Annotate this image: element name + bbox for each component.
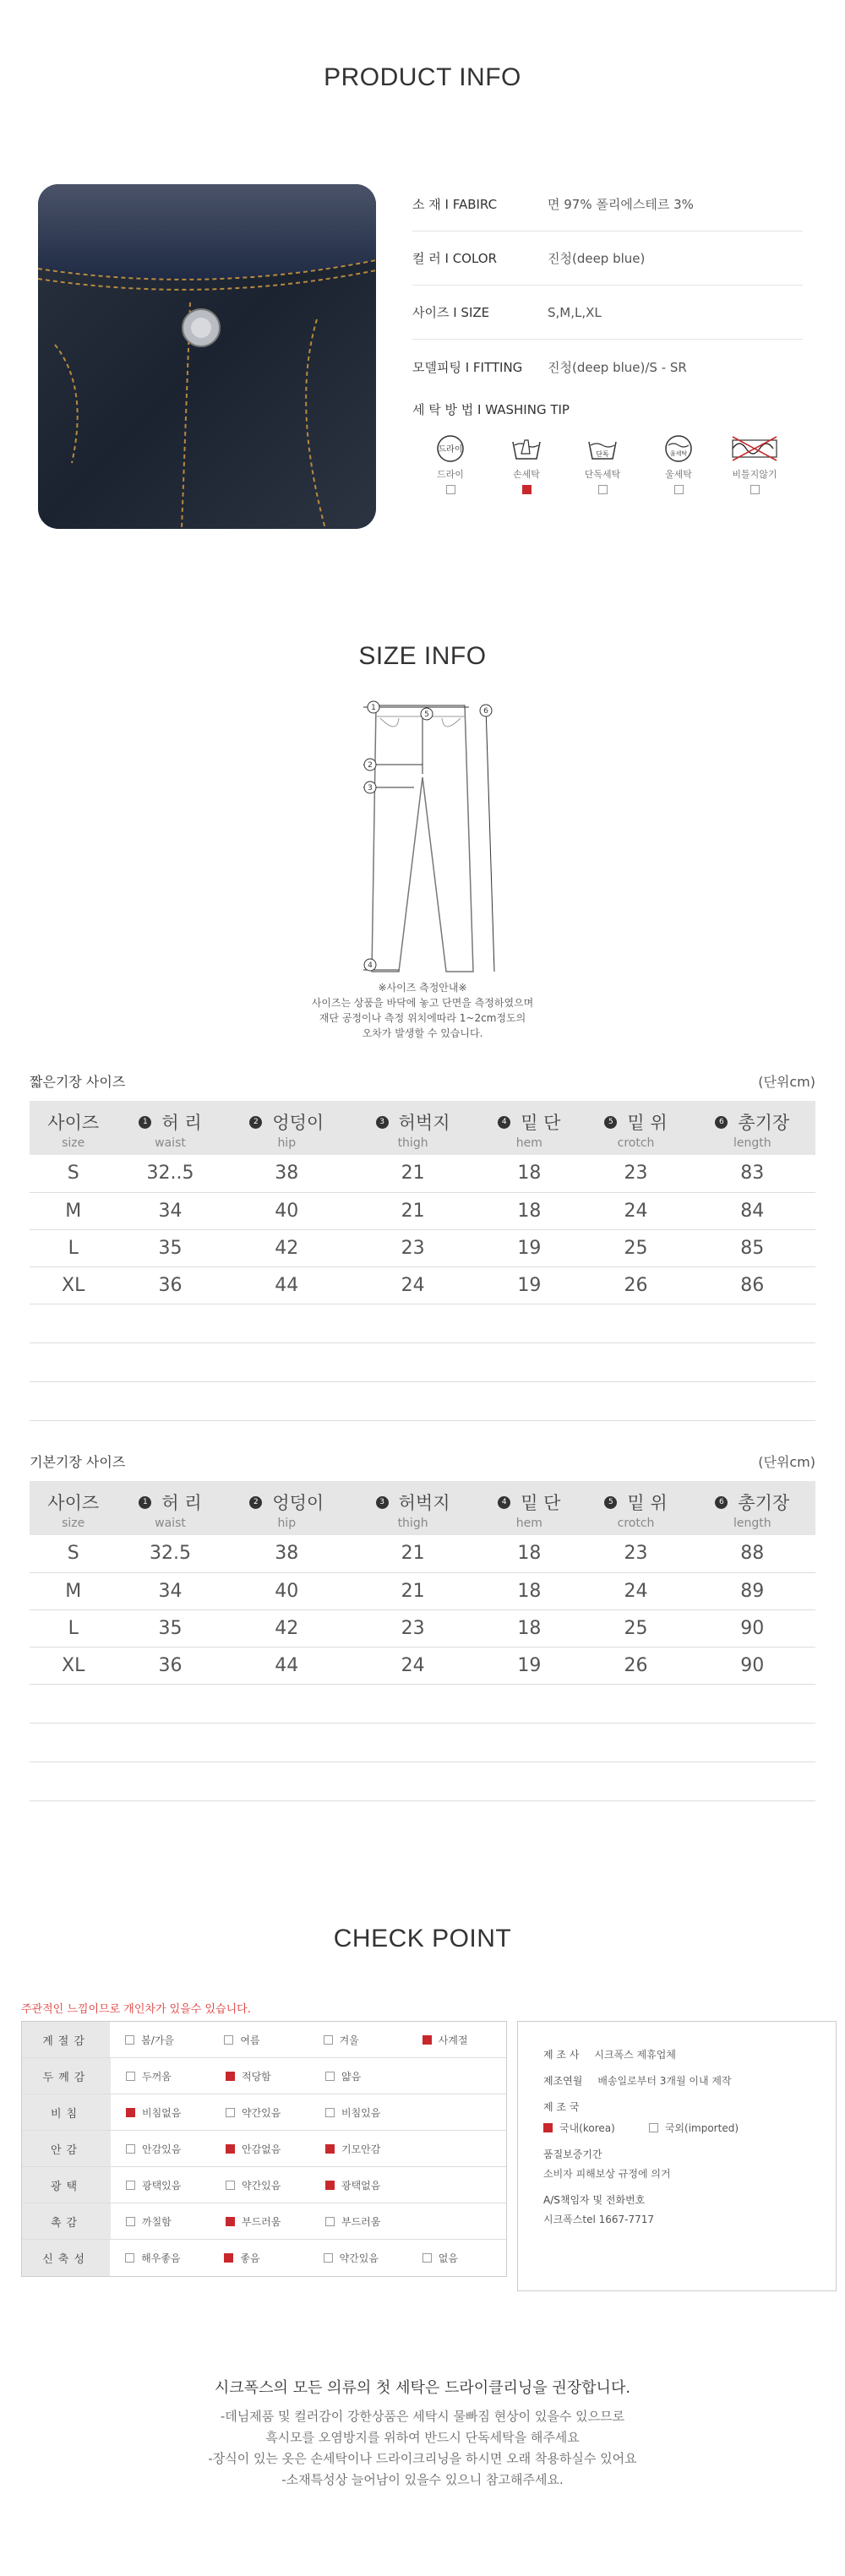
wool-wash-label: 울세탁 xyxy=(665,469,692,480)
table-cell: 18 xyxy=(476,1609,582,1647)
check-option xyxy=(210,2214,310,2229)
check-option-label: 안감없음 xyxy=(242,2143,281,2155)
table-cell: 18 xyxy=(476,1192,582,1229)
check-row xyxy=(22,2131,506,2167)
table-cell: 85 xyxy=(690,1229,815,1266)
table-cell: 21 xyxy=(350,1535,476,1572)
header-ko: 엉덩이 xyxy=(272,1493,324,1513)
check-row-header: 촉감 xyxy=(22,2203,111,2239)
check-option xyxy=(310,2069,410,2083)
dry-clean-icon xyxy=(433,433,467,464)
checkbox xyxy=(325,2108,335,2117)
header-ko: 엉덩이 xyxy=(272,1113,324,1133)
checkbox xyxy=(226,2181,235,2190)
care-line: -장식이 있는 옷은 손세탁이나 드라이크리닝을 하시면 오래 착용하실수 있어요 xyxy=(208,2451,637,2466)
check-option-label: 비침있음 xyxy=(341,2106,381,2119)
header-en: size xyxy=(62,1136,85,1150)
hand-wash-icon xyxy=(510,433,543,464)
header-ko: 밑 위 xyxy=(627,1113,668,1133)
table-cell: 36 xyxy=(117,1647,223,1684)
basic-size-table xyxy=(30,1451,815,1801)
separate-wash-icon xyxy=(586,433,619,464)
check-option-label: 기모안감 xyxy=(341,2143,381,2155)
empty-row xyxy=(30,1762,815,1800)
fabric-value: 면 97% 폴리에스테르 3% xyxy=(548,197,694,212)
check-option xyxy=(407,2033,506,2047)
measure-number-icon: 5 xyxy=(604,1496,617,1509)
measure-number-icon: 3 xyxy=(376,1116,389,1129)
checkbox xyxy=(324,2253,333,2263)
size-row xyxy=(412,286,803,340)
header-ko: 총기장 xyxy=(738,1113,790,1133)
header-ko: 밑 단 xyxy=(521,1493,561,1513)
checkbox xyxy=(126,2072,135,2081)
short-table-title: 짧은기장 사이즈 xyxy=(30,1074,126,1090)
care-notice-title: 시크폭스의 모든 의류의 첫 세탁은 드라이클리닝을 권장합니다. xyxy=(214,2379,631,2397)
note-line: 오차가 발생할 수 있습니다. xyxy=(362,1027,483,1039)
empty-row xyxy=(30,1684,815,1723)
empty-cell xyxy=(30,1723,815,1762)
table-cell: 23 xyxy=(350,1609,476,1647)
table-cell: 18 xyxy=(476,1572,582,1609)
checkbox xyxy=(325,2144,335,2154)
svg-text:울세탁: 울세탁 xyxy=(669,450,688,457)
checkbox xyxy=(224,2253,233,2263)
empty-cell xyxy=(30,1342,815,1381)
check-option xyxy=(407,2251,506,2265)
header-ko: 밑 위 xyxy=(627,1493,668,1513)
check-row-header: 비침 xyxy=(22,2094,111,2130)
country-options xyxy=(543,2121,810,2135)
table-row xyxy=(30,1609,815,1647)
subjective-warning: 주관적인 느낌이므로 개인차가 있을수 있습니다. xyxy=(21,2003,251,2016)
check-option-label: 약간있음 xyxy=(339,2252,379,2264)
table-row xyxy=(30,1535,815,1572)
check-option xyxy=(308,2033,407,2047)
care-line: 흑시모를 오염방지를 위하여 반드시 단독세탁을 해주세요 xyxy=(265,2430,580,2445)
check-option-label: 사계절 xyxy=(438,2034,468,2046)
column-header xyxy=(476,1101,582,1155)
measure-number-icon: 5 xyxy=(604,1116,617,1129)
check-option xyxy=(110,2251,209,2265)
table-cell: 25 xyxy=(582,1229,689,1266)
table-cell: 32.5 xyxy=(117,1535,223,1572)
table-cell: L xyxy=(30,1229,117,1266)
checkbox xyxy=(325,2181,335,2190)
svg-text:2: 2 xyxy=(368,761,373,770)
product-photo xyxy=(38,184,376,529)
table-cell: 25 xyxy=(582,1609,689,1647)
table-cell: 84 xyxy=(690,1192,815,1229)
check-option-label: 부드러움 xyxy=(242,2215,281,2228)
check-option xyxy=(210,2142,310,2156)
pants-diagram xyxy=(346,693,499,980)
header-ko: 허벅지 xyxy=(398,1493,450,1513)
fabric-row xyxy=(412,177,803,231)
hand-wash xyxy=(488,433,564,498)
check-option xyxy=(209,2033,308,2047)
table-cell: 44 xyxy=(224,1647,350,1684)
check-option-label: 좋음 xyxy=(240,2252,260,2264)
svg-text:1: 1 xyxy=(371,704,376,712)
unit-label: (단위cm) xyxy=(758,1074,815,1090)
table-cell: M xyxy=(30,1192,117,1229)
table-cell: 90 xyxy=(690,1609,815,1647)
checkbox xyxy=(224,2035,233,2045)
column-header xyxy=(350,1481,476,1535)
measure-number-icon: 6 xyxy=(715,1116,728,1129)
checkbox xyxy=(126,2144,135,2154)
column-header xyxy=(30,1481,117,1535)
checkbox xyxy=(126,2181,135,2190)
measure-number-icon: 4 xyxy=(498,1496,510,1509)
imported-checkbox xyxy=(649,2123,658,2132)
checkbox xyxy=(324,2035,333,2045)
table-cell: 18 xyxy=(476,1155,582,1192)
fitting-value: 진청(deep blue)/S - SR xyxy=(548,359,687,375)
check-option-label: 적당함 xyxy=(242,2070,271,2083)
table-row xyxy=(30,1647,815,1684)
washing-label: 세 탁 방 법 I WASHING TIP xyxy=(412,402,570,417)
table-cell: 23 xyxy=(582,1535,689,1572)
table-row xyxy=(30,1192,815,1229)
header-en: thigh xyxy=(397,1517,428,1530)
no-wring-checkbox xyxy=(750,485,760,494)
checkbox xyxy=(226,2217,235,2226)
checkbox xyxy=(226,2108,235,2117)
table-cell: 86 xyxy=(690,1266,815,1304)
table-cell: 19 xyxy=(476,1229,582,1266)
hand-wash-checkbox xyxy=(522,485,532,494)
country-imported: 국외(imported) xyxy=(664,2122,739,2134)
table-cell: XL xyxy=(30,1266,117,1304)
table-row xyxy=(30,1266,815,1304)
washing-tip xyxy=(412,400,803,498)
checkbox xyxy=(422,2035,432,2045)
quality-value: 소비자 피해보상 규정에 의거 xyxy=(543,2168,671,2180)
header-en: size xyxy=(62,1517,85,1530)
header-en: length xyxy=(733,1517,771,1530)
fitting-label: 모델피팅 I FITTING xyxy=(412,359,523,375)
table-cell: 36 xyxy=(117,1266,223,1304)
header-en: hip xyxy=(277,1517,297,1530)
wool-wash xyxy=(641,433,717,498)
as-value: 시크폭스tel 1667-7717 xyxy=(543,2214,655,2225)
separate-wash-label: 단독세탁 xyxy=(584,469,621,480)
table-cell: 35 xyxy=(117,1229,223,1266)
check-option xyxy=(310,2214,410,2229)
check-row xyxy=(22,2094,506,2131)
maker-value: 시크폭스 제휴업체 xyxy=(594,2049,676,2061)
table-cell: 21 xyxy=(350,1192,476,1229)
checkbox xyxy=(125,2253,134,2263)
care-line: -데님제품 및 컬러감이 강한상품은 세탁시 물빠짐 현상이 있을수 있으므로 xyxy=(220,2409,625,2424)
check-option xyxy=(210,2069,310,2083)
empty-row xyxy=(30,1304,815,1342)
svg-text:6: 6 xyxy=(483,707,488,716)
svg-text:드라이: 드라이 xyxy=(438,445,463,455)
empty-cell xyxy=(30,1304,815,1342)
table-cell: S xyxy=(30,1535,117,1572)
check-option-label: 얇음 xyxy=(341,2070,362,2083)
table-cell: 23 xyxy=(350,1229,476,1266)
header-ko: 총기장 xyxy=(738,1493,790,1513)
fabric-label: 소 재 I FABIRC xyxy=(412,197,498,212)
check-row-header: 신축성 xyxy=(22,2240,110,2276)
measure-number-icon: 2 xyxy=(249,1116,262,1129)
measure-number-icon: 4 xyxy=(498,1116,510,1129)
column-header xyxy=(30,1101,117,1155)
check-option-label: 비침없음 xyxy=(142,2106,182,2119)
wool-wash-icon xyxy=(662,433,695,464)
no-wring-icon xyxy=(729,433,780,464)
table-cell: 44 xyxy=(224,1266,350,1304)
table-cell: 88 xyxy=(690,1535,815,1572)
header-en: waist xyxy=(155,1517,186,1530)
table-cell: 26 xyxy=(582,1266,689,1304)
no-wring xyxy=(717,433,793,498)
table-cell: 90 xyxy=(690,1647,815,1684)
column-header xyxy=(117,1481,223,1535)
maker-row xyxy=(543,2047,810,2061)
empty-row xyxy=(30,1342,815,1381)
checkbox xyxy=(325,2217,335,2226)
check-point-title: CHECK POINT xyxy=(333,1925,512,1952)
check-row-header: 광택 xyxy=(22,2167,111,2203)
check-option xyxy=(111,2142,210,2156)
color-value: 진청(deep blue) xyxy=(548,251,646,266)
empty-row xyxy=(30,1381,815,1420)
fitting-row xyxy=(412,340,803,394)
table-cell: XL xyxy=(30,1647,117,1684)
empty-cell xyxy=(30,1762,815,1800)
unit-label: (단위cm) xyxy=(758,1454,815,1470)
table-cell: 21 xyxy=(350,1572,476,1609)
check-option xyxy=(310,2142,410,2156)
check-option-label: 두꺼움 xyxy=(142,2070,172,2083)
check-option xyxy=(308,2251,407,2265)
header-ko: 허벅지 xyxy=(398,1113,450,1133)
check-row xyxy=(22,2167,506,2203)
check-option-label: 까칠함 xyxy=(142,2215,172,2228)
table-cell: 38 xyxy=(224,1535,350,1572)
check-row xyxy=(22,2058,506,2094)
checkbox xyxy=(126,2217,135,2226)
table-cell: 24 xyxy=(350,1647,476,1684)
wool-wash-checkbox xyxy=(674,485,684,494)
table-cell: 19 xyxy=(476,1266,582,1304)
date-value: 배송일로부터 3개월 이내 제작 xyxy=(597,2075,732,2087)
header-en: thigh xyxy=(397,1136,428,1150)
check-option-label: 여름 xyxy=(240,2034,260,2046)
svg-text:5: 5 xyxy=(424,711,429,719)
short-size-table xyxy=(30,1071,815,1421)
column-header xyxy=(224,1481,350,1535)
basic-table-title: 기본기장 사이즈 xyxy=(30,1454,126,1470)
table-cell: S xyxy=(30,1155,117,1192)
table-cell: 42 xyxy=(224,1609,350,1647)
product-details xyxy=(517,2021,837,2291)
color-label: 컬 러 I COLOR xyxy=(412,251,498,266)
check-option-label: 약간있음 xyxy=(242,2106,281,2119)
size-info-title: SIZE INFO xyxy=(358,642,487,670)
check-option xyxy=(310,2178,410,2192)
empty-cell xyxy=(30,1684,815,1723)
header-en: length xyxy=(733,1136,771,1150)
separate-wash xyxy=(564,433,641,498)
care-line: -소재특성상 늘어남이 있을수 있으니 참고해주세요. xyxy=(281,2472,564,2487)
header-en: crotch xyxy=(617,1517,655,1530)
table-cell: M xyxy=(30,1572,117,1609)
check-option xyxy=(110,2033,209,2047)
check-row-header: 두께감 xyxy=(22,2058,111,2094)
check-option-label: 부드러움 xyxy=(341,2215,381,2228)
table-cell: 21 xyxy=(350,1155,476,1192)
table-cell: 23 xyxy=(582,1155,689,1192)
table-cell: 24 xyxy=(582,1572,689,1609)
svg-text:3: 3 xyxy=(368,784,373,792)
note-line: 사이즈는 상품을 바닥에 놓고 단면을 측정하였으며 xyxy=(311,997,534,1009)
column-header xyxy=(476,1481,582,1535)
table-cell: 24 xyxy=(350,1266,476,1304)
check-option xyxy=(111,2069,210,2083)
table-cell: 34 xyxy=(117,1572,223,1609)
table-row xyxy=(30,1229,815,1266)
hand-wash-label: 손세탁 xyxy=(513,469,540,480)
maker-label: 제 조 사 xyxy=(543,2049,580,2061)
check-option xyxy=(209,2251,308,2265)
column-header xyxy=(350,1101,476,1155)
table-cell: 19 xyxy=(476,1647,582,1684)
measure-number-icon: 1 xyxy=(139,1496,151,1509)
header-en: waist xyxy=(155,1136,186,1150)
checkbox xyxy=(226,2144,235,2154)
no-wring-label: 비틀지않기 xyxy=(732,469,777,480)
check-row-header: 안감 xyxy=(22,2131,111,2166)
check-option-label: 없음 xyxy=(438,2252,458,2264)
color-row xyxy=(412,231,803,286)
table-cell: 38 xyxy=(224,1155,350,1192)
header-ko: 사이즈 xyxy=(47,1493,100,1513)
dry-clean-label: 드라이 xyxy=(437,469,464,480)
table-cell: 26 xyxy=(582,1647,689,1684)
header-en: crotch xyxy=(617,1136,655,1150)
as-label: A/S책임자 및 전화번호 xyxy=(543,2194,646,2206)
measure-number-icon: 1 xyxy=(139,1116,151,1129)
dry-clean xyxy=(412,433,488,498)
header-ko: 사이즈 xyxy=(47,1113,100,1133)
table-cell: 83 xyxy=(690,1155,815,1192)
table-cell: 34 xyxy=(117,1192,223,1229)
check-option-label: 광택없음 xyxy=(341,2179,381,2192)
table-row xyxy=(30,1572,815,1609)
check-option xyxy=(111,2178,210,2192)
dry-clean-checkbox xyxy=(446,485,455,494)
check-option-label: 안감있음 xyxy=(142,2143,182,2155)
checkbox xyxy=(126,2108,135,2117)
column-header xyxy=(690,1481,815,1535)
check-option xyxy=(111,2105,210,2120)
note-line: 재단 공정이나 측정 위치에따라 1~2cm정도의 xyxy=(319,1012,526,1024)
table-cell: 40 xyxy=(224,1192,350,1229)
header-ko: 허 리 xyxy=(161,1113,202,1133)
check-option xyxy=(210,2178,310,2192)
country-label: 제 조 국 xyxy=(543,2101,580,2113)
table-cell: 32..5 xyxy=(117,1155,223,1192)
checkbox xyxy=(325,2072,335,2081)
table-cell: 35 xyxy=(117,1609,223,1647)
note-title: ※사이즈 측정안내※ xyxy=(378,982,467,994)
check-row-header: 계절감 xyxy=(22,2022,110,2057)
table-row xyxy=(30,1155,815,1192)
check-option-label: 약간있음 xyxy=(242,2179,281,2192)
table-cell: 40 xyxy=(224,1572,350,1609)
checkbox xyxy=(125,2035,134,2045)
checkbox xyxy=(226,2072,235,2081)
header-en: hip xyxy=(277,1136,297,1150)
measure-note xyxy=(254,980,592,1041)
check-option xyxy=(111,2214,210,2229)
column-header xyxy=(582,1481,689,1535)
column-header xyxy=(690,1101,815,1155)
check-option xyxy=(210,2105,310,2120)
product-info-title: PRODUCT INFO xyxy=(324,63,521,91)
date-label: 제조연월 xyxy=(543,2075,583,2087)
table-cell: 18 xyxy=(476,1535,582,1572)
size-label: 사이즈 I SIZE xyxy=(412,305,490,320)
table-cell: L xyxy=(30,1609,117,1647)
empty-row xyxy=(30,1723,815,1762)
country-korea: 국내(korea) xyxy=(559,2122,615,2134)
column-header xyxy=(224,1101,350,1155)
quality-label: 품질보증기간 xyxy=(543,2148,602,2160)
check-row xyxy=(22,2203,506,2240)
check-point-grid xyxy=(21,2021,507,2277)
measure-number-icon: 3 xyxy=(376,1496,389,1509)
checkbox xyxy=(422,2253,432,2263)
measure-number-icon: 6 xyxy=(715,1496,728,1509)
check-option-label: 광택있음 xyxy=(142,2179,182,2192)
column-header xyxy=(117,1101,223,1155)
header-ko: 밑 단 xyxy=(521,1113,561,1133)
check-option xyxy=(310,2105,410,2120)
check-option-label: 봄/가을 xyxy=(141,2034,174,2046)
measure-number-icon: 2 xyxy=(249,1496,262,1509)
check-row xyxy=(22,2240,506,2276)
check-row xyxy=(22,2022,506,2058)
table-cell: 24 xyxy=(582,1192,689,1229)
svg-text:4: 4 xyxy=(368,961,373,970)
date-row xyxy=(543,2073,810,2088)
header-en: hem xyxy=(515,1136,542,1150)
check-option-label: 해우좋음 xyxy=(141,2252,181,2264)
care-notice xyxy=(0,2376,845,2491)
empty-cell xyxy=(30,1381,815,1420)
svg-text:단독: 단독 xyxy=(596,450,609,458)
column-header xyxy=(582,1101,689,1155)
check-option-label: 겨울 xyxy=(339,2034,359,2046)
separate-wash-checkbox xyxy=(598,485,608,494)
header-en: hem xyxy=(515,1517,542,1530)
korea-checkbox xyxy=(543,2123,553,2132)
table-cell: 42 xyxy=(224,1229,350,1266)
header-ko: 허 리 xyxy=(161,1493,202,1513)
size-value: S,M,L,XL xyxy=(548,304,602,320)
table-cell: 89 xyxy=(690,1572,815,1609)
